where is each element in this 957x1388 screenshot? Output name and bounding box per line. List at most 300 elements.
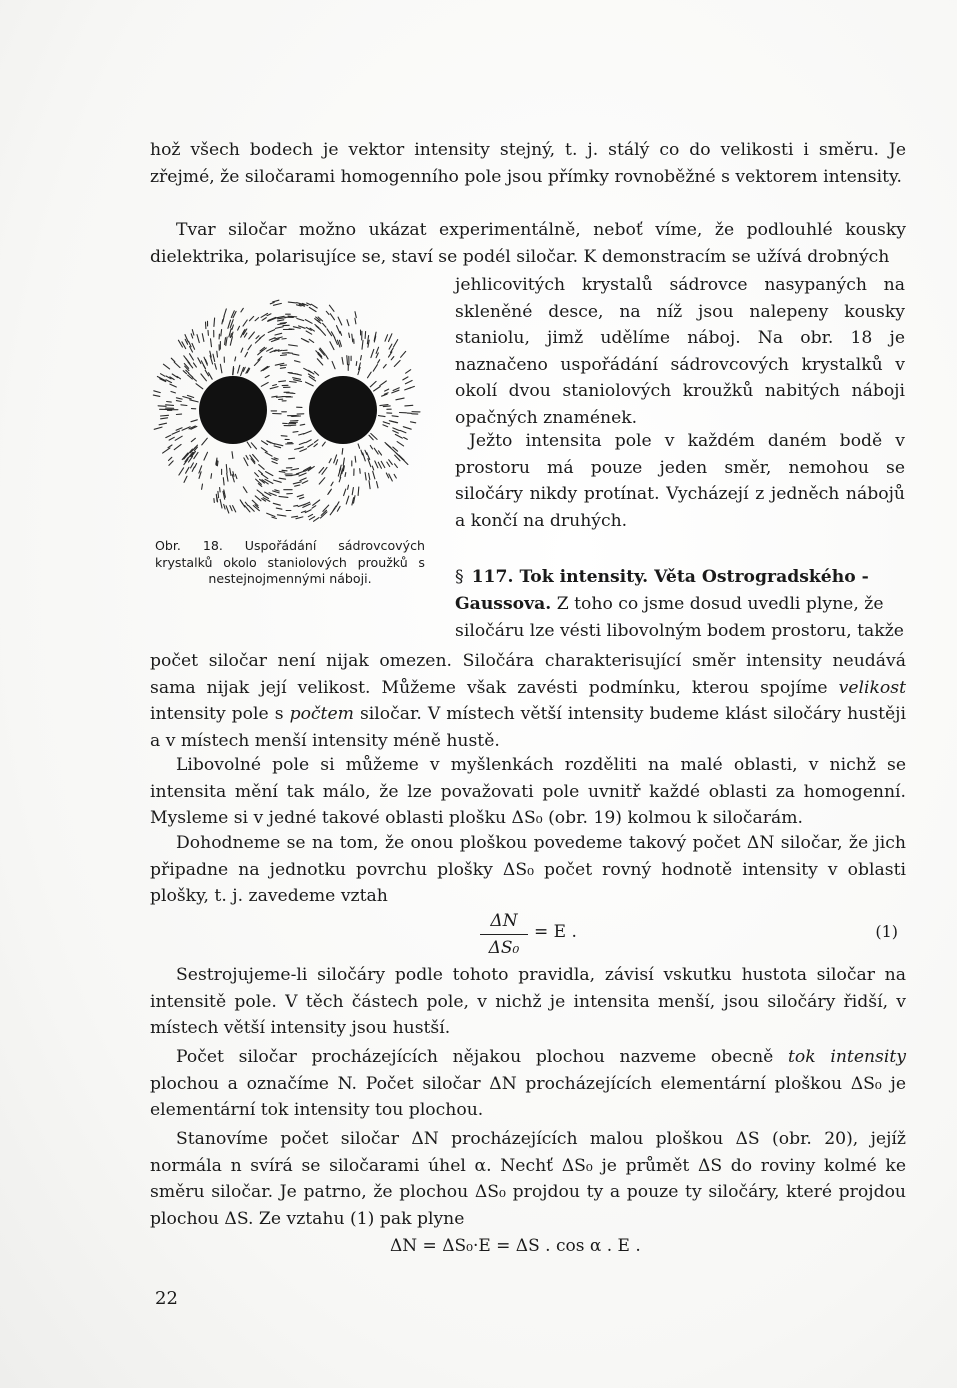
left-charge xyxy=(199,376,267,444)
crystal-stroke xyxy=(214,318,215,326)
crystal-stroke xyxy=(289,422,297,423)
crystal-stroke xyxy=(404,437,408,439)
crystal-stroke xyxy=(280,365,286,366)
crystal-stroke xyxy=(383,422,389,424)
crystal-stroke xyxy=(375,461,378,468)
crystal-stroke xyxy=(197,335,199,343)
crystal-stroke xyxy=(383,406,390,407)
crystal-stroke xyxy=(169,461,173,466)
crystal-stroke xyxy=(355,312,356,318)
crystal-stroke xyxy=(370,381,376,386)
crystal-stroke xyxy=(154,427,162,429)
crystal-stroke xyxy=(159,423,166,425)
crystal-stroke xyxy=(249,506,255,512)
crystal-stroke xyxy=(371,349,374,357)
para7-italic-tok-intensity: tok intensity xyxy=(788,1047,906,1067)
crystal-stroke xyxy=(339,478,341,482)
crystal-stroke xyxy=(373,471,375,479)
crystal-stroke xyxy=(295,361,301,362)
crystal-stroke xyxy=(279,381,286,382)
crystal-stroke xyxy=(221,330,222,336)
crystal-stroke xyxy=(308,514,312,516)
crystal-stroke xyxy=(255,473,259,477)
crystal-stroke xyxy=(279,478,285,479)
crystal-stroke xyxy=(293,354,299,355)
crystal-stroke xyxy=(346,496,349,504)
paragraph-1: hož všech bodech je vektor intensity stejný, t. j. stálý co do velikosti i směru. Je zřejmé, že siločarami homogenního pole jsou přímky rovnoběžné s vektorem intensity. xyxy=(150,140,906,187)
crystal-stroke xyxy=(314,440,318,443)
crystal-stroke xyxy=(176,428,182,430)
crystal-stroke xyxy=(259,465,265,470)
crystal-stroke xyxy=(293,482,301,484)
crystal-stroke xyxy=(322,442,325,446)
section-symbol: § xyxy=(455,567,464,587)
crystal-stroke xyxy=(299,434,305,436)
crystal-stroke xyxy=(268,330,275,333)
crystal-stroke xyxy=(337,506,340,511)
crystal-stroke xyxy=(317,359,323,365)
crystal-stroke xyxy=(226,506,229,513)
right-charge xyxy=(309,376,377,444)
crystal-stroke xyxy=(190,354,194,360)
crystal-stroke xyxy=(352,334,353,342)
crystal-stroke xyxy=(312,506,316,509)
crystal-stroke xyxy=(267,348,273,351)
equation-2: ΔN = ΔS₀·E = ΔS . cos α . E . xyxy=(390,1236,641,1256)
crystal-stroke xyxy=(183,397,191,399)
crystal-stroke xyxy=(202,438,208,445)
crystal-stroke xyxy=(392,416,398,417)
crystal-stroke xyxy=(161,415,169,416)
paragraph-3 xyxy=(150,648,906,754)
crystal-stroke xyxy=(223,478,224,485)
crystal-stroke xyxy=(342,357,343,364)
crystal-stroke xyxy=(275,333,282,335)
crystal-stroke xyxy=(330,342,334,350)
crystal-stroke xyxy=(161,418,168,419)
crystal-stroke xyxy=(306,382,314,386)
crystal-stroke xyxy=(291,469,299,470)
crystal-stroke xyxy=(247,442,251,448)
crystal-stroke xyxy=(326,355,328,359)
equation-1-numerator: ΔN xyxy=(490,911,518,931)
crystal-stroke xyxy=(344,489,346,496)
crystal-stroke xyxy=(261,448,267,452)
crystal-stroke xyxy=(273,503,280,505)
crystal-stroke xyxy=(274,458,278,459)
crystal-stroke xyxy=(255,318,259,321)
crystal-stroke xyxy=(347,356,348,365)
crystal-stroke xyxy=(269,338,275,341)
crystal-stroke xyxy=(288,302,296,303)
crystal-stroke xyxy=(393,340,397,348)
crystal-stroke xyxy=(232,325,234,329)
crystal-stroke xyxy=(343,458,344,466)
crystal-stroke xyxy=(186,467,189,473)
crystal-stroke xyxy=(406,370,411,374)
crystal-stroke xyxy=(179,468,184,475)
crystal-stroke xyxy=(281,355,287,356)
crystal-stroke xyxy=(192,378,196,382)
crystal-stroke xyxy=(387,462,390,466)
crystal-stroke xyxy=(331,332,334,338)
crystal-stroke xyxy=(389,421,397,423)
crystal-stroke xyxy=(158,406,166,407)
crystal-stroke xyxy=(369,481,370,489)
crystal-stroke xyxy=(347,320,349,326)
crystal-stroke xyxy=(279,471,285,472)
para3-text-c: siločar. V místech větší intensity budeme klást siločáry hustěji a v místech menší intensity méně hustě. xyxy=(150,704,906,751)
crystal-stroke xyxy=(274,480,282,482)
crystal-stroke xyxy=(380,405,388,406)
crystal-stroke xyxy=(220,364,222,373)
section-intro-text: Z toho co jsme dosud uvedli plyne, že siločáru lze vésti libovolným bodem prostoru, takže xyxy=(455,594,904,641)
crystal-stroke xyxy=(243,320,247,326)
crystal-stroke xyxy=(403,427,411,430)
crystal-stroke xyxy=(289,458,295,459)
crystal-stroke xyxy=(201,361,205,369)
equation-1 xyxy=(470,910,910,970)
crystal-stroke xyxy=(314,444,318,447)
crystal-stroke xyxy=(309,307,316,311)
crystal-stroke xyxy=(383,365,386,368)
equation-1-denominator: ΔS₀ xyxy=(488,938,520,958)
crystal-stroke xyxy=(238,365,240,373)
para7-text-b: plochou a označíme N. Počet siločar ΔN procházejících elementární ploškou ΔS₀ je elementární tok intensity tou plochou. xyxy=(150,1073,906,1120)
side-paragraph-1: jehlicovitých krystalů sádrovce nasypaných na skleněné desce, na níž jsou nalepeny kousky staniolu, jimž udělíme náboj. Na obr. 18 je naznačeno uspořádání sádrovcových krystalků v okolí dvou staniolových kroužků nabitých náboji opačných znamének. xyxy=(455,275,905,428)
crystal-stroke xyxy=(226,465,227,473)
equation-1-fraction xyxy=(480,910,528,959)
crystal-stroke xyxy=(245,352,248,357)
crystal-stroke xyxy=(192,343,195,349)
figure-18-illustration xyxy=(135,290,435,530)
crystal-stroke xyxy=(389,344,392,349)
crystal-stroke xyxy=(257,490,263,495)
crystal-stroke xyxy=(235,357,236,361)
crystal-stroke xyxy=(278,320,284,321)
crystal-stroke xyxy=(274,446,281,448)
crystal-stroke xyxy=(168,445,172,448)
crystal-stroke xyxy=(276,397,282,398)
crystal-stroke xyxy=(394,474,396,478)
crystal-stroke xyxy=(194,363,197,367)
crystal-stroke xyxy=(297,495,303,497)
crystal-stroke xyxy=(233,506,236,512)
crystal-stroke xyxy=(295,485,300,486)
crystal-stroke xyxy=(332,361,335,368)
crystal-stroke xyxy=(220,499,222,508)
crystal-stroke xyxy=(293,432,298,433)
crystal-stroke xyxy=(213,354,215,361)
crystal-stroke xyxy=(365,473,366,480)
crystal-stroke xyxy=(314,372,318,376)
crystal-stroke xyxy=(192,467,194,472)
crystal-stroke xyxy=(338,317,342,325)
crystal-stroke xyxy=(405,381,412,384)
crystal-stroke xyxy=(306,331,312,334)
crystal-stroke xyxy=(262,318,266,321)
crystal-stroke xyxy=(217,351,218,357)
crystal-stroke xyxy=(380,381,387,386)
crystal-stroke xyxy=(202,484,203,489)
crystal-stroke xyxy=(226,337,227,346)
crystal-stroke xyxy=(250,316,254,320)
crystal-stroke xyxy=(256,336,259,339)
crystal-stroke xyxy=(230,506,232,511)
crystal-stroke xyxy=(202,334,204,342)
crystal-stroke xyxy=(192,330,194,336)
crystal-stroke xyxy=(352,488,353,495)
crystal-stroke xyxy=(270,302,274,303)
crystal-stroke xyxy=(169,457,172,460)
para3-text-b: intensity pole s xyxy=(150,704,290,724)
crystal-stroke xyxy=(279,496,288,497)
crystal-stroke xyxy=(154,391,161,393)
crystal-stroke xyxy=(306,440,312,443)
crystal-stroke xyxy=(304,431,312,434)
paragraph-4: Libovolné pole si můžeme v myšlenkách rozděliti na malé oblasti, v nichž se intensita mění tak málo, že lze považovati pole uvnitř každé oblasti za homogenní. Mysleme si v jedné takové oblasti plošku ΔS₀ (obr. 19) kolmou k siločarám. xyxy=(150,755,906,828)
crystal-stroke xyxy=(356,362,357,366)
crystal-stroke xyxy=(274,444,283,446)
crystal-stroke xyxy=(395,464,398,468)
crystal-stroke xyxy=(400,430,406,432)
equation-1-rhs: = E . xyxy=(534,922,577,942)
crystal-stroke xyxy=(243,487,247,493)
crystal-stroke xyxy=(361,356,362,360)
para3-text-a: počet siločar není nijak omezen. Siločára charakterisující směr intensity neudává sama nijak její velikost. Můžeme však zavésti podmínku, kterou spojíme xyxy=(150,651,906,698)
crystal-stroke xyxy=(379,451,382,455)
section-117-heading xyxy=(455,564,905,645)
crystal-stroke xyxy=(244,333,247,337)
crystal-stroke xyxy=(381,461,385,467)
crystal-stroke xyxy=(289,373,298,374)
crystal-stroke xyxy=(297,319,304,321)
para7-text-a: Počet siločar procházejících nějakou plochou nazveme obecně xyxy=(176,1047,788,1067)
crystal-stroke xyxy=(198,358,201,364)
crystal-stroke xyxy=(358,444,360,448)
crystal-stroke xyxy=(335,338,338,345)
crystal-stroke xyxy=(191,438,195,441)
crystal-stroke xyxy=(289,345,298,346)
crystal-stroke xyxy=(254,360,260,366)
crystal-stroke xyxy=(358,487,359,495)
equation-1-number: (1) xyxy=(875,922,898,941)
crystal-stroke xyxy=(224,504,225,509)
crystal-stroke xyxy=(191,334,193,338)
crystal-stroke xyxy=(183,371,186,374)
crystal-stroke xyxy=(170,384,176,387)
crystal-stroke xyxy=(300,449,307,452)
crystal-stroke xyxy=(176,401,181,402)
crystal-stroke xyxy=(201,374,207,381)
crystal-stroke xyxy=(365,332,366,339)
crystal-stroke xyxy=(270,387,278,389)
crystal-stroke xyxy=(349,333,350,338)
crystal-stroke xyxy=(308,444,313,447)
crystal-stroke xyxy=(309,339,314,342)
crystal-stroke xyxy=(204,452,208,460)
crystal-stroke xyxy=(329,459,331,463)
crystal-stroke xyxy=(393,431,399,434)
crystal-stroke xyxy=(204,357,207,365)
crystal-stroke xyxy=(248,345,251,350)
crystal-stroke xyxy=(220,488,221,492)
crystal-stroke xyxy=(355,456,356,462)
crystal-stroke xyxy=(174,362,180,368)
crystal-stroke xyxy=(245,502,248,505)
crystal-stroke xyxy=(373,365,377,372)
crystal-stroke xyxy=(345,473,346,477)
crystal-stroke xyxy=(230,337,232,345)
crystal-stroke xyxy=(401,351,406,357)
crystal-stroke xyxy=(171,392,175,393)
paragraph-7 xyxy=(150,1044,906,1124)
crystal-stroke xyxy=(169,437,174,440)
crystal-stroke xyxy=(368,372,372,378)
paragraph-6: Sestrojujeme-li siločáry podle tohoto pravidla, závisí vskutku hustota siločar na intensitě pole. V těch částech pole, v nichž je intensita menší, jsou siločáry řidší, v místech větší intensity jsou hustší. xyxy=(150,965,906,1038)
paragraph-5: Dohodneme se na tom, že onou ploškou povedeme takový počet ΔN siločar, že jich připadne na jednotku povrchu plošky ΔS₀ počet rovný hodnotě intensity v oblasti plošky, t. j. zavedeme vztah xyxy=(150,833,906,906)
crystal-stroke xyxy=(334,455,337,463)
crystal-stroke xyxy=(217,461,218,466)
crystal-stroke xyxy=(396,398,404,400)
crystal-stroke xyxy=(342,449,343,455)
crystal-stroke xyxy=(292,516,298,517)
crystal-stroke xyxy=(265,452,272,456)
crystal-stroke xyxy=(363,453,366,461)
crystal-stroke xyxy=(251,443,256,449)
crystal-stroke xyxy=(403,377,408,380)
crystal-stroke xyxy=(166,405,174,406)
crystal-stroke xyxy=(273,303,281,305)
crystal-stroke xyxy=(235,474,237,478)
crystal-stroke xyxy=(378,462,381,468)
crystal-stroke xyxy=(337,326,340,334)
crystal-stroke xyxy=(232,452,233,459)
crystal-stroke xyxy=(190,400,198,402)
crystal-stroke xyxy=(348,485,349,489)
crystal-stroke xyxy=(273,385,277,386)
para3-italic-velikost: velikost xyxy=(838,677,906,698)
crystal-stroke xyxy=(163,448,170,453)
crystal-stroke xyxy=(320,329,326,335)
paragraph-2: Tvar siločar možno ukázat experimentálně, neboť víme, že podlouhlé kousky dielektrika, polarisujíce se, staví se podél siločar. K demonstracím se užívá drobných xyxy=(150,220,906,267)
fraction-bar xyxy=(480,934,528,935)
crystal-stroke xyxy=(255,496,261,501)
crystal-stroke xyxy=(304,368,312,372)
crystal-stroke xyxy=(383,425,388,427)
crystal-stroke xyxy=(167,402,172,403)
crystal-stroke xyxy=(295,448,299,449)
crystal-stroke xyxy=(389,474,393,481)
crystal-stroke xyxy=(260,335,265,339)
crystal-stroke xyxy=(326,311,329,314)
crystal-stroke xyxy=(299,473,306,476)
crystal-stroke xyxy=(395,434,402,438)
crystal-stroke xyxy=(311,304,317,308)
crystal-stroke xyxy=(307,303,311,305)
crystal-stroke xyxy=(266,472,273,476)
crystal-stroke xyxy=(265,375,269,377)
crystal-stroke xyxy=(389,460,393,465)
crystal-stroke xyxy=(340,331,342,335)
crystal-stroke xyxy=(330,314,334,320)
crystal-stroke xyxy=(262,441,268,445)
crystal-stroke xyxy=(391,357,394,360)
crystal-stroke xyxy=(374,387,381,392)
crystal-stroke xyxy=(163,364,169,369)
crystal-stroke xyxy=(389,334,392,342)
crystal-stroke xyxy=(171,358,175,362)
crystal-stroke xyxy=(411,422,416,423)
crystal-stroke xyxy=(241,348,243,352)
crystal-stroke xyxy=(372,466,373,470)
crystal-stroke xyxy=(302,481,308,484)
crystal-stroke xyxy=(293,327,300,329)
crystal-stroke xyxy=(369,473,370,479)
crystal-stroke xyxy=(385,389,389,391)
crystal-stroke xyxy=(176,398,182,399)
crystal-stroke xyxy=(277,515,286,516)
side-paragraph-2: Ježto intensita pole v každém daném bodě v prostoru má pouze jeden směr, nemohou se siločáry nikdy protínat. Vycházejí z jedněch nábojů a končí na druhých. xyxy=(455,431,905,531)
crystal-stroke xyxy=(178,340,182,347)
crystal-stroke xyxy=(300,478,306,481)
crystal-stroke xyxy=(379,416,386,417)
crystal-stroke xyxy=(184,476,187,482)
crystal-stroke xyxy=(182,342,186,349)
crystal-stroke xyxy=(299,443,305,445)
page-number: 22 xyxy=(155,1288,178,1309)
crystal-stroke xyxy=(218,491,219,497)
crystal-stroke xyxy=(166,380,172,383)
crystal-stroke xyxy=(316,351,322,357)
crystal-stroke xyxy=(313,500,320,505)
crystal-stroke xyxy=(153,395,160,396)
crystal-stroke xyxy=(191,420,197,422)
crystal-stroke xyxy=(292,474,299,475)
crystal-stroke xyxy=(336,460,338,465)
crystal-stroke xyxy=(230,468,231,475)
crystal-stroke xyxy=(281,436,287,437)
crystal-stroke xyxy=(336,502,339,507)
crystal-stroke xyxy=(273,300,279,302)
crystal-stroke xyxy=(191,463,194,468)
crystal-stroke xyxy=(276,508,282,509)
crystal-stroke xyxy=(397,442,404,446)
crystal-stroke xyxy=(175,436,182,440)
crystal-stroke xyxy=(323,323,326,327)
crystal-stroke xyxy=(188,362,193,368)
crystal-stroke xyxy=(272,462,277,464)
crystal-stroke xyxy=(362,340,363,349)
crystal-stroke xyxy=(275,327,283,329)
crystal-stroke xyxy=(360,469,361,474)
crystal-stroke xyxy=(282,339,286,340)
crystal-stroke xyxy=(280,368,285,369)
crystal-stroke xyxy=(174,444,181,449)
crystal-stroke xyxy=(224,309,226,317)
crystal-stroke xyxy=(319,478,325,484)
crystal-stroke xyxy=(261,383,268,387)
crystal-stroke xyxy=(211,339,212,347)
crystal-stroke xyxy=(249,332,255,339)
crystal-stroke xyxy=(305,320,312,324)
crystal-stroke xyxy=(225,338,226,345)
crystal-stroke xyxy=(216,494,217,501)
crystal-stroke xyxy=(300,497,304,499)
crystal-stroke xyxy=(314,518,320,522)
crystal-stroke xyxy=(246,456,248,460)
figure-18-caption: Obr. 18. Uspořádání sádrovcových krystalků okolo staniolových proužků s nestejnojmennými náboji. xyxy=(155,538,425,586)
